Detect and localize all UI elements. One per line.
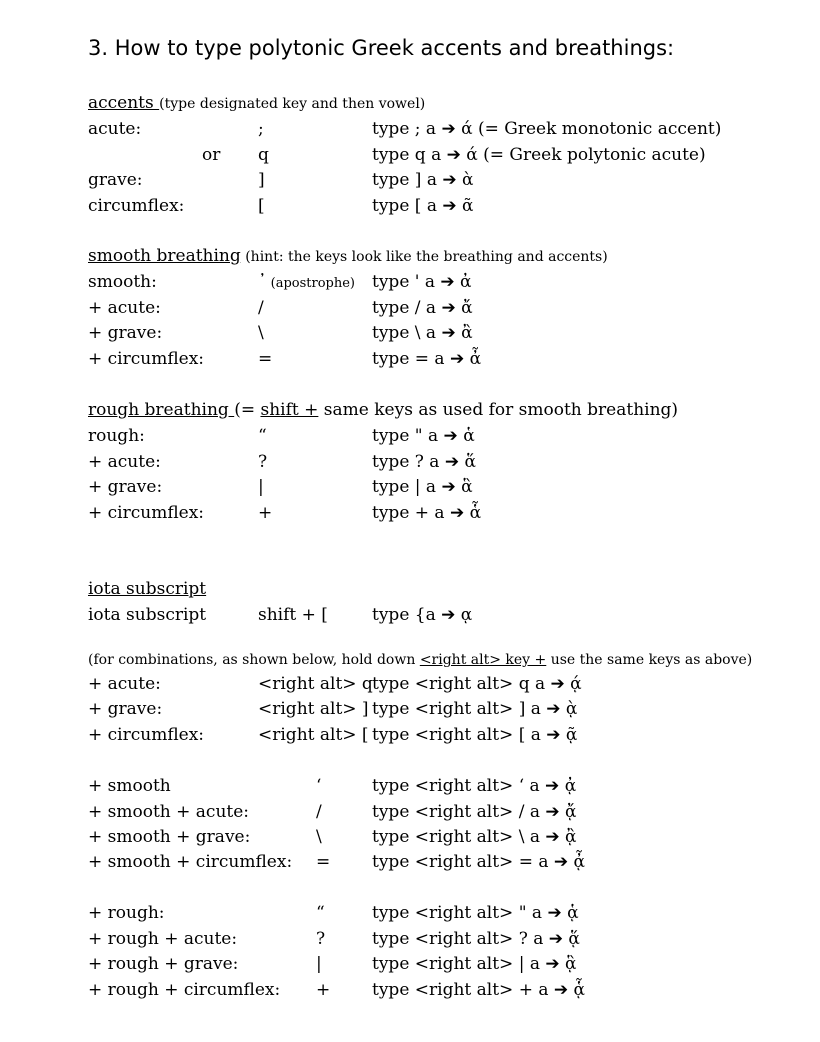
row-label: + smooth + acute:	[88, 802, 250, 822]
row-label: + grave:	[88, 477, 163, 497]
row-key: ;	[258, 119, 264, 139]
row-label: smooth:	[88, 272, 157, 292]
row-key-symbol: ᾽	[258, 272, 267, 292]
combo-row-acute	[0, 674, 820, 700]
rough-heading-open: (=	[234, 400, 261, 420]
rough-heading-shift: shift +	[260, 400, 319, 420]
row-result: type <right alt> q a ➔ ᾴ	[372, 674, 582, 694]
combo-row-rough-circumflex	[0, 980, 820, 1006]
row-result: type <right alt> | a ➔ ᾃ	[372, 954, 577, 974]
row-result: type ; a ➔ ά (= Greek monotonic accent)	[372, 119, 722, 139]
accents-heading-text: accents	[88, 93, 160, 113]
row-label: acute:	[88, 119, 142, 139]
smooth-row-smooth	[0, 272, 820, 298]
row-key: shift + [	[258, 605, 328, 625]
row-key: “	[258, 426, 267, 446]
row-result: type <right alt> ] a ➔ ᾲ	[372, 699, 578, 719]
row-key: /	[316, 802, 322, 822]
combo-row-rough-grave	[0, 954, 820, 980]
row-result: type ' a ➔ ἀ	[372, 272, 472, 292]
combo-row-rough	[0, 903, 820, 929]
accents-heading	[88, 93, 425, 113]
row-label: + acute:	[88, 298, 161, 318]
row-label: circumflex:	[88, 196, 185, 216]
row-label: grave:	[88, 170, 143, 190]
row-key: |	[316, 954, 322, 974]
row-label: + rough + grave:	[88, 954, 239, 974]
row-key: |	[258, 477, 264, 497]
rough-row-acute	[0, 452, 820, 478]
row-result: type " a ➔ ἁ	[372, 426, 475, 446]
rough-heading	[88, 400, 678, 420]
rough-heading-text: rough breathing	[88, 400, 235, 420]
accent-row-acute	[0, 119, 820, 145]
row-label: + rough + circumflex:	[88, 980, 281, 1000]
smooth-heading-text: smooth breathing	[88, 246, 241, 266]
row-key: “	[316, 903, 325, 923]
row-key: =	[258, 349, 273, 369]
row-label: + acute:	[88, 452, 161, 472]
combo-row-smooth-circumflex	[0, 852, 820, 878]
rough-row-rough	[0, 426, 820, 452]
row-key: ]	[258, 170, 265, 190]
row-result: type <right alt> " a ➔ ᾁ	[372, 903, 579, 923]
row-result: type q a ➔ ά (= Greek polytonic acute)	[372, 145, 706, 165]
row-key: ?	[258, 452, 268, 472]
row-result: type ? a ➔ ἅ	[372, 452, 476, 472]
row-result: type <right alt> / a ➔ ᾄ	[372, 802, 577, 822]
smooth-heading	[88, 246, 608, 266]
accent-row-circumflex	[0, 196, 820, 222]
row-label: + grave:	[88, 699, 163, 719]
row-result: type \ a ➔ ἂ	[372, 323, 473, 343]
row-result: type <right alt> = a ➔ ᾆ	[372, 852, 586, 872]
row-or: or	[202, 145, 221, 165]
row-key: \	[258, 323, 264, 343]
row-label: + circumflex:	[88, 503, 205, 523]
row-label: + circumflex:	[88, 725, 205, 745]
smooth-row-circumflex	[0, 349, 820, 375]
combinations-note-start: (for combinations, as shown below, hold down	[88, 652, 420, 668]
row-result: type <right alt> ‘ a ➔ ᾀ	[372, 776, 577, 796]
rough-row-circumflex	[0, 503, 820, 529]
row-label: + rough + acute:	[88, 929, 238, 949]
row-key: =	[316, 852, 331, 872]
smooth-row-acute	[0, 298, 820, 324]
row-key: <right alt> [	[258, 725, 369, 745]
rough-row-grave	[0, 477, 820, 503]
rough-heading-rest: same keys as used for smooth breathing)	[318, 400, 679, 420]
accent-row-grave	[0, 170, 820, 196]
iota-row	[0, 605, 820, 631]
combo-row-grave	[0, 699, 820, 725]
row-label: + smooth + circumflex:	[88, 852, 293, 872]
smooth-heading-note: (hint: the keys look like the breathing and accents)	[240, 249, 608, 265]
row-label: rough:	[88, 426, 145, 446]
row-key: +	[316, 980, 331, 1000]
combo-row-smooth	[0, 776, 820, 802]
row-result: type [ a ➔ ᾶ	[372, 196, 474, 216]
row-key: ?	[316, 929, 326, 949]
combo-row-circumflex	[0, 725, 820, 751]
row-label: + rough:	[88, 903, 165, 923]
row-result: type / a ➔ ἄ	[372, 298, 473, 318]
row-key: <right alt> ]	[258, 699, 369, 719]
combinations-note	[88, 652, 752, 668]
row-result: type | a ➔ ἃ	[372, 477, 473, 497]
row-result: type <right alt> \ a ➔ ᾂ	[372, 827, 577, 847]
row-label: + smooth + grave:	[88, 827, 251, 847]
combinations-note-key: <right alt> key +	[419, 652, 547, 668]
combo-row-rough-acute	[0, 929, 820, 955]
row-key: ‘	[316, 776, 322, 796]
row-result: type <right alt> + a ➔ ᾇ	[372, 980, 586, 1000]
row-result: type {a ➔ ᾳ	[372, 605, 473, 625]
row-result: type = a ➔ ἆ	[372, 349, 482, 369]
row-key: [	[258, 196, 265, 216]
row-label: + smooth	[88, 776, 171, 796]
row-key: <right alt> q	[258, 674, 373, 694]
accents-heading-note: (type designated key and then vowel)	[159, 96, 426, 112]
row-result: type ] a ➔ ὰ	[372, 170, 474, 190]
row-key: q	[258, 145, 269, 165]
accent-row-acute-alt	[0, 145, 820, 171]
combinations-note-end: use the same keys as above)	[546, 652, 753, 668]
row-result: type + a ➔ ἇ	[372, 503, 482, 523]
iota-heading-text: iota subscript	[88, 579, 207, 599]
combo-row-smooth-grave	[0, 827, 820, 853]
row-key: \	[316, 827, 322, 847]
row-label: + acute:	[88, 674, 161, 694]
row-key: +	[258, 503, 273, 523]
row-result: type <right alt> ? a ➔ ᾅ	[372, 929, 580, 949]
row-result: type <right alt> [ a ➔ ᾷ	[372, 725, 578, 745]
page-title: 3. How to type polytonic Greek accents and breathings:	[88, 36, 675, 60]
row-key-note: (apostrophe)	[266, 276, 355, 291]
iota-heading	[88, 579, 206, 599]
row-key	[258, 272, 355, 292]
row-label: iota subscript	[88, 605, 207, 625]
combo-row-smooth-acute	[0, 802, 820, 828]
row-label: + grave:	[88, 323, 163, 343]
smooth-row-grave	[0, 323, 820, 349]
row-label: + circumflex:	[88, 349, 205, 369]
row-key: /	[258, 298, 264, 318]
